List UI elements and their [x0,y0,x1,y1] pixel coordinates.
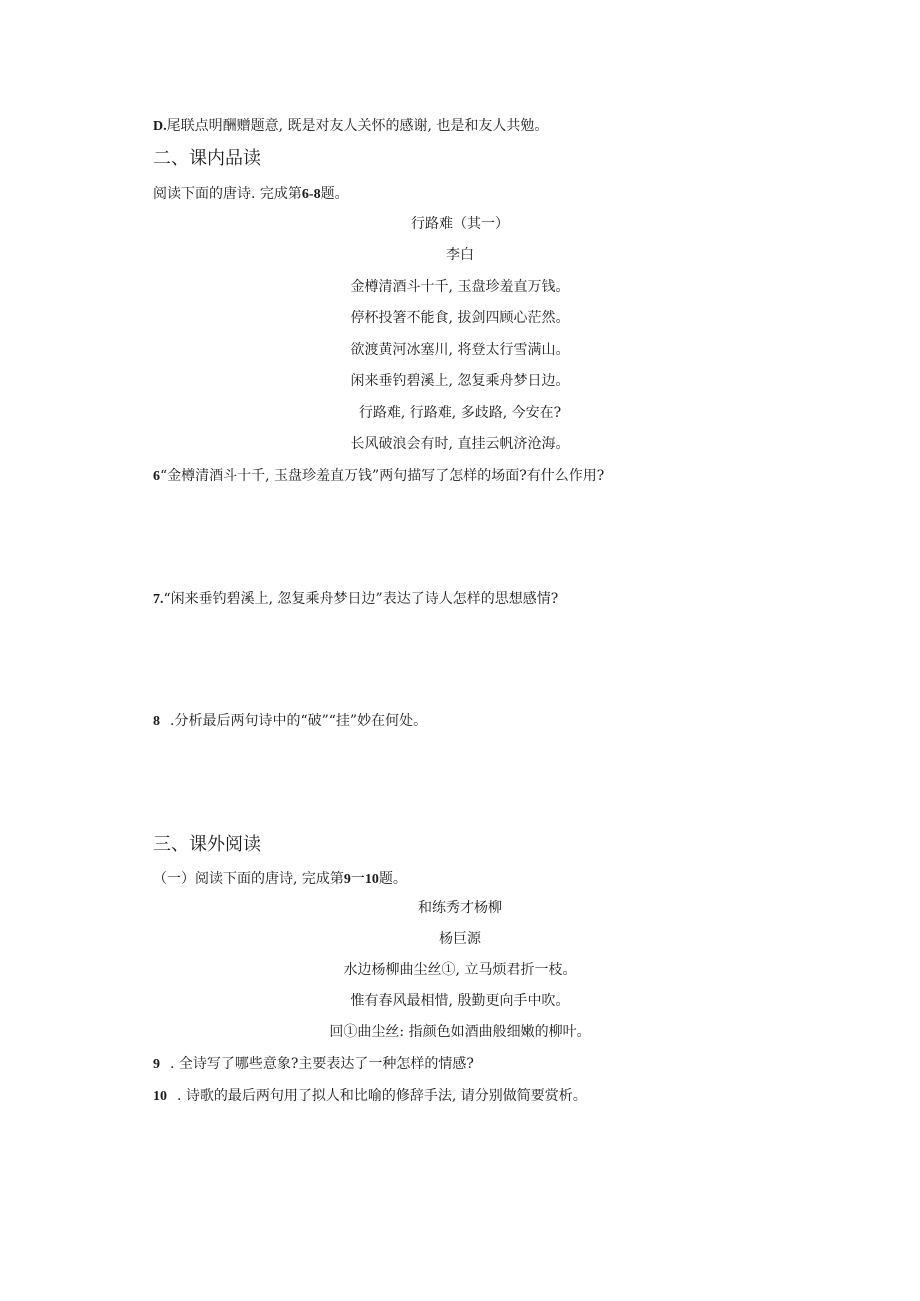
section-3-heading: 三、课外阅读 [153,834,261,855]
question-number: 9 [153,1057,160,1072]
poem-2-note: 回①曲尘丝: 指颜色如酒曲般细嫩的柳叶。 [329,1024,591,1040]
option-d-letter: D. [153,119,167,134]
section-2-intro-range: 6-8 [301,187,321,202]
question-number: 10 [153,1089,167,1104]
poem-1-line: 长风破浪会有时, 直挂云帆济沧海。 [350,436,570,452]
section-3-intro [153,869,407,890]
question-7 [153,589,558,610]
question-text: “金樽清酒斗十千, 玉盘珍羞直万钱”两句描写了怎样的场面?有什么作用? [160,468,605,484]
poem-1-line: 行路难, 行路难, 多歧路, 今安在? [358,405,562,421]
section-2-heading: 二、课内品读 [153,148,261,169]
section-3-intro-dash: 一 [350,871,365,887]
poem-1-line: 金樽清酒斗十千, 玉盘珍羞直万钱。 [350,279,570,295]
question-number: 8 [153,714,160,729]
poem-2-line: 惟有春风最相惜, 殷勤更向手中吹。 [350,993,570,1009]
question-text: . 全诗写了哪些意象?主要表达了一种怎样的情感? [170,1056,474,1072]
section-2-intro-post: 题。 [320,186,349,202]
question-6 [153,466,604,487]
question-text: .分析最后两句诗中的“破”“挂”妙在何处。 [170,713,428,729]
poem-2-title: 和练秀才杨柳 [418,900,502,916]
section-3-intro-post: 题。 [378,871,407,887]
question-8 [153,711,427,732]
question-number: 7. [153,592,164,607]
question-number: 6 [153,469,160,484]
poem-1-title: 行路难（其一） [411,216,509,232]
question-10 [153,1086,587,1107]
section-3-intro-pre: （一）阅读下面的唐诗, 完成第 [153,871,344,887]
poem-1-author: 李白 [446,247,474,263]
poem-2-line: 水边杨柳曲尘丝①, 立马烦君折一枝。 [343,962,577,978]
poem-2-author: 杨巨源 [439,931,481,947]
option-d-text: 尾联点明酬赠题意, 既是对友人关怀的感谢, 也是和友人共勉。 [166,118,549,134]
section-2-intro [153,184,349,205]
section-3-intro-end: 10 [364,872,379,887]
question-text: “闲来垂钓碧溪上, 忽复乘舟梦日边”表达了诗人怎样的思想感情? [163,591,559,607]
poem-1-line: 欲渡黄河冰塞川, 将登太行雪满山。 [350,342,570,358]
section-2-intro-pre: 阅读下面的唐诗. 完成第 [153,186,302,202]
option-d [153,116,548,137]
poem-1-line: 停杯投箸不能食, 拔剑四顾心茫然。 [350,310,570,326]
question-9 [153,1054,474,1075]
poem-1-line: 闲来垂钓碧溪上, 忽复乘舟梦日边。 [350,373,570,389]
section-3-intro-start: 9 [343,872,351,887]
question-text: . 诗歌的最后两句用了拟人和比喻的修辞手法, 请分别做简要赏析。 [177,1088,587,1104]
